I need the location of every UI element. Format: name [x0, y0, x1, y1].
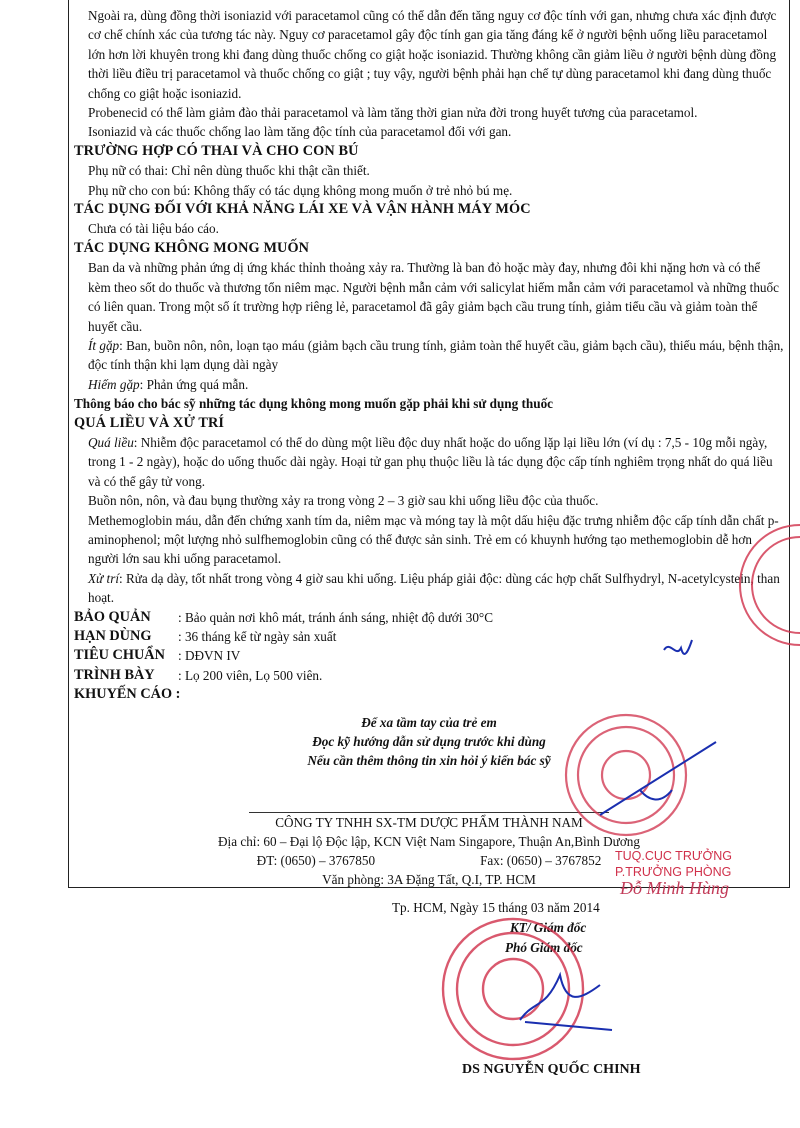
spec-presentation: TRÌNH BÀY : Lọ 200 viên, Lọ 500 viên.	[74, 666, 323, 683]
overdose-text: : Nhiễm độc paracetamol có thể do dùng một liều độc duy nhất hoặc do uống lặp lại liều lớn (ví dụ : 7,5 - 10g mỗi ngày, trong 1 - 2 ngày), hoặc do uống thuốc dài ngày. Hoại tử gan phụ thuộc liều là tác dụng độc cấp tính nghiêm trọng nhất do quá liều và có thể gây tử vong.	[88, 434, 773, 489]
signature-role-1: KT/ Giám đốc	[510, 920, 587, 935]
warning-read-instructions: Đọc kỹ hướng dẫn sử dụng trước khi dùng	[312, 734, 546, 750]
overdose-paragraph-3: Methemoglobin máu, dẫn đến chứng xanh tím da, niêm mạc và móng tay là một dấu hiệu đặc trưng nhiễm độc cấp tính dẫn chất p-aminophenol; một lượng nhỏ sulfhemoglobin cũng có thể được sản sinh. Trẻ em có khuynh hướng tạo methemoglobin dễ hơn người lớn sau khi uống paracetamol.	[88, 512, 779, 567]
warning-ask-doctor: Nếu cần thêm thông tin xin hỏi ý kiến bác sỹ	[307, 753, 551, 769]
spec-recommendation: KHUYẾN CÁO :	[74, 686, 181, 703]
signature-role-2: Phó Giám đốc	[505, 940, 583, 955]
pregnancy-line-1: Phụ nữ có thai: Chỉ nên dùng thuốc khi thật cần thiết.	[88, 163, 370, 179]
treatment-text: : Rửa dạ dày, tốt nhất trong vòng 4 giờ sau khi uống. Liệu pháp giải độc: dùng các hợp chất Sulfhydryl, N-acetylcystein, than hoạt.	[88, 570, 780, 606]
overdose-heading: QUÁ LIỀU VÀ XỬ TRÍ	[74, 414, 225, 431]
overdose-treatment	[74, 569, 784, 608]
signature-mark-3	[520, 975, 612, 1030]
spec-expiry: HẠN DÙNG : 36 tháng kể từ ngày sản xuất	[74, 628, 337, 644]
company-name: CÔNG TY TNHH SX-TM DƯỢC PHẨM THÀNH NAM	[275, 815, 583, 830]
side-effects-notice: Thông báo cho bác sỹ những tác dụng không mong muốn gặp phải khi sử dụng thuốc	[74, 396, 554, 412]
spec-standard: TIÊU CHUẨN : DĐVN IV	[74, 647, 241, 664]
spec-storage: BẢO QUẢN : Bảo quản nơi khô mát, tránh ánh sáng, nhiệt độ dưới 30°C	[74, 608, 493, 625]
very-rare-label: Hiếm gặp	[88, 376, 140, 392]
company-address: Địa chỉ: 60 – Đại lộ Độc lập, KCN Việt Nam Singapore, Thuận An,Bình Dương	[218, 834, 640, 849]
warning-children: Để xa tầm tay của trẻ em	[361, 714, 497, 730]
signature-date: Tp. HCM, Ngày 15 tháng 03 năm 2014	[392, 900, 600, 915]
side-effects-rare	[74, 336, 784, 375]
company-office: Văn phòng: 3A Đặng Tất, Q.I, TP. HCM	[322, 872, 536, 887]
interaction-paragraph-3: Isoniazid và các thuốc chống lao làm tăng độc tính của paracetamol đối với gan.	[88, 124, 512, 140]
rare-text: : Ban, buồn nôn, nôn, loạn tạo máu (giảm bạch cầu trung tính, giảm toàn thể huyết cầu, giảm bạch cầu), thiếu máu, bệnh thận, độc tính thận khi lạm dụng dài ngày	[88, 337, 784, 373]
rare-label: Ít gặp	[88, 337, 120, 353]
leaflet-body	[74, 6, 784, 771]
side-effects-very-rare	[74, 375, 784, 394]
company-phone: ĐT: (0650) – 3767850	[256, 853, 376, 868]
side-effects-paragraph: Ban da và những phản ứng dị ứng khác thỉnh thoảng xảy ra. Thường là ban đỏ hoặc mày đay, nhưng đôi khi nặng hơn và có thể kèm theo sốt do thuốc và thương tổn niêm mạc. Người bệnh mẫn cảm với salicylat hiếm mẫn cảm với paracetamol và những thuốc có liên quan. Trong một số ít trường hợp riêng lẻ, paracetamol đã gây giảm bạch cầu trung tính, giảm tiểu cầu và giảm toàn thể huyết cầu.	[88, 260, 779, 334]
overdose-paragraph-2: Buồn nôn, nôn, và đau bụng thường xảy ra trong vòng 2 – 3 giờ sau khi uống liều độc của thuốc.	[88, 493, 599, 509]
approval-stamp-text: TUQ.CỤC TRƯỞNG P.TRƯỞNG PHÒNG	[615, 849, 732, 879]
overdose-label: Quá liều	[88, 434, 134, 450]
signature-name: DS NGUYỄN QUỐC CHINH	[462, 1062, 641, 1077]
overdose-paragraph-1	[74, 433, 784, 491]
interaction-paragraph-1: Ngoài ra, dùng đồng thời isoniazid với paracetamol cũng có thể dẫn đến tăng nguy cơ độc tính với gan, nhưng chưa xác định được cơ chế chính xác của tương tác này. Nguy cơ paracetamol gây độc tính gan gia tăng đáng kể ở người bệnh uống liều paracetamol lớn hơn lời khuyên trong khi đang dùng thuốc chống co giật hoặc isoniazid. Thường không cần giảm liều ở người bệnh dùng đồng thời liều điều trị paracetamol và thuốc chống co giật ; tuy vậy, người bệnh phải hạn chế tự dùng paracetamol khi đang dùng thuốc chống co giật hoặc isoniazid.	[88, 8, 777, 101]
side-effects-heading: TÁC DỤNG KHÔNG MONG MUỐN	[74, 239, 310, 256]
treatment-label: Xử trí	[88, 570, 120, 586]
driving-heading: TÁC DỤNG ĐỐI VỚI KHẢ NĂNG LÁI XE VÀ VẬN HÀNH MÁY MÓC	[74, 201, 531, 218]
interaction-paragraph-2: Probenecid có thể làm giảm đào thải paracetamol và làm tăng thời gian nửa đời trong huyết tương của paracetamol.	[88, 105, 698, 121]
driving-line-1: Chưa có tài liệu báo cáo.	[88, 221, 219, 237]
approval-signer: Đỗ Minh Hùng	[620, 878, 729, 898]
very-rare-text: : Phản ứng quá mẫn.	[139, 376, 249, 392]
pregnancy-line-2: Phụ nữ cho con bú: Không thấy có tác dụng không mong muốn ở trẻ nhỏ bú mẹ.	[88, 182, 513, 198]
company-fax: Fax: (0650) – 3767852	[480, 853, 602, 868]
pregnancy-heading: TRƯỜNG HỢP CÓ THAI VÀ CHO CON BÚ	[74, 142, 359, 159]
